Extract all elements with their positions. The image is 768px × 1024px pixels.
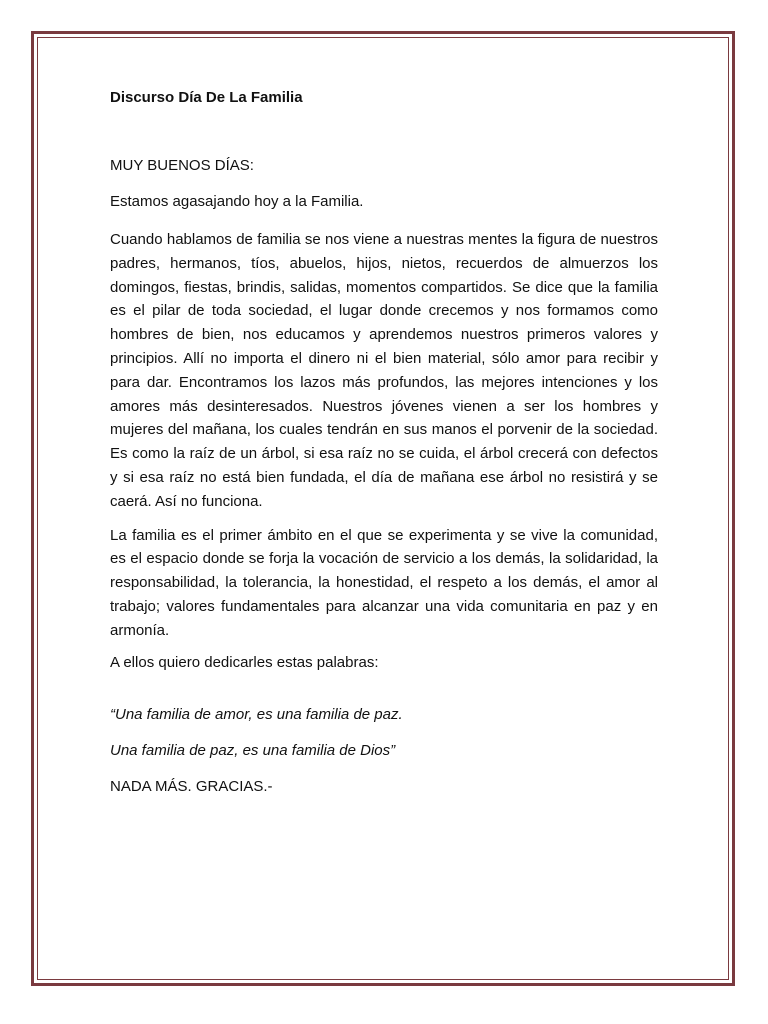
dedication-intro: A ellos quiero dedicarles estas palabras: — [110, 653, 379, 671]
greeting: MUY BUENOS DÍAS: — [110, 157, 254, 174]
document-title: Discurso Día De La Familia — [110, 89, 303, 106]
opening-line: Estamos agasajando hoy a la Familia. — [110, 193, 364, 210]
quote-line-1: “Una familia de amor, es una familia de paz. — [110, 705, 403, 723]
closing-line: NADA MÁS. GRACIAS.- — [110, 777, 273, 795]
paragraph-family-meaning: Cuando hablamos de familia se nos viene a nuestras mentes la figura de nuestros padres, hermanos, tíos, abuelos, hijos, nietos, recuerdos de almuerzos los domingos, fiestas, brindis, salidas, momentos compartidos. Se dice que la familia es el pilar de toda sociedad, el lugar donde crecemos y nos formamos como hombres de bien, nos educamos y aprendemos nuestros primeros valores y principios. Allí no importa el dinero ni el bien material, sólo amor para recibir y para dar. Encontramos los lazos más profundos, las mejores intenciones y los amores más desinteresados. Nuestros jóvenes vienen a ser los hombres y mujeres del mañana, los cuales tendrán en sus manos el porvenir de la sociedad. Es como la raíz de un árbol, si esa raíz no se cuida, el árbol crecerá con defectos y si esa raíz no está bien fundada, el día de mañana ese árbol no resistirá y se caerá. Así no funciona. — [110, 231, 658, 510]
quote-line-2: Una familia de paz, es una familia de Dios” — [110, 741, 396, 759]
paragraph-family-community: La familia es el primer ámbito en el que se experimenta y se vive la comunidad, es el espacio donde se forja la vocación de servicio a los demás, la solidaridad, la responsabilidad, la tolerancia, la honestidad, el respeto a los demás, el amor al trabajo; valores fundamentales para alcanzar una vida comunitaria en paz y en armonía. — [110, 526, 658, 639]
document-body — [110, 88, 658, 797]
